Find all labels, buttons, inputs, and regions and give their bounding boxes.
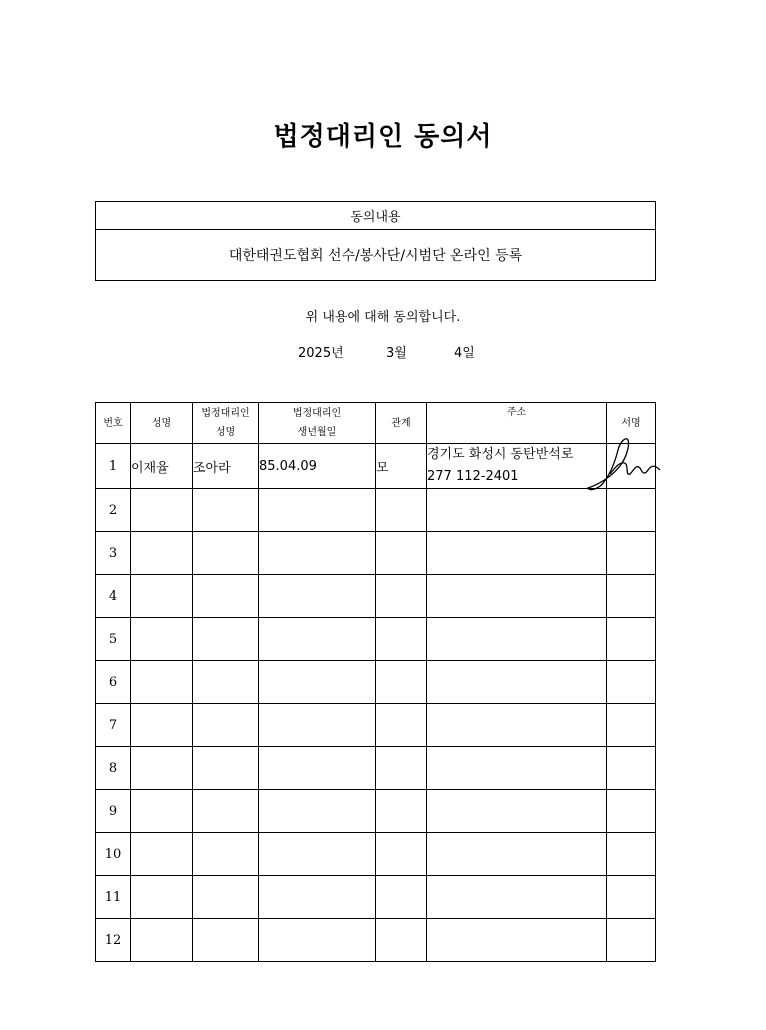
- row-address: [427, 618, 607, 661]
- row-address: [427, 919, 607, 962]
- table-row: [96, 661, 656, 704]
- row-guardian-name: [193, 747, 259, 790]
- header-guardian-birth-line1: 법정대리인: [292, 408, 342, 419]
- header-guardian-name-line2: 성명: [215, 427, 236, 438]
- row-name: [131, 489, 193, 532]
- row-address: [427, 833, 607, 876]
- header-guardian-birth: [259, 403, 376, 444]
- row-guardian-birth: [259, 747, 376, 790]
- header-guardian-birth-line2: 생년월일: [297, 427, 337, 438]
- table-row: [96, 532, 656, 575]
- date-year: 2025년: [298, 346, 344, 361]
- row-name: 이재율: [131, 444, 193, 489]
- row-relation: [376, 489, 427, 532]
- row-relation: [376, 747, 427, 790]
- row-signature: [607, 747, 656, 790]
- row-guardian-birth: [259, 661, 376, 704]
- row-guardian-name: [193, 661, 259, 704]
- row-guardian-name: [193, 618, 259, 661]
- row-guardian-birth: [259, 704, 376, 747]
- row-guardian-birth: 85.04.09: [259, 444, 376, 489]
- row-name: [131, 747, 193, 790]
- row-signature: [607, 704, 656, 747]
- date-month: 3월: [386, 346, 407, 361]
- row-name: [131, 704, 193, 747]
- row-guardian-name: [193, 532, 259, 575]
- row-signature: [607, 575, 656, 618]
- row-guardian-birth: [259, 575, 376, 618]
- row-no: 12: [96, 919, 131, 962]
- consent-box: [95, 201, 656, 281]
- table-row: [96, 919, 656, 962]
- row-guardian-name: [193, 919, 259, 962]
- row-guardian-birth: [259, 919, 376, 962]
- header-relation: 관계: [376, 403, 427, 444]
- row-relation: [376, 919, 427, 962]
- table-header-row: [96, 403, 656, 444]
- row-address: [427, 747, 607, 790]
- signature-image: [582, 436, 662, 494]
- header-signature: 서명: [607, 403, 656, 444]
- consent-header: 동의내용: [96, 202, 655, 230]
- row-name: [131, 876, 193, 919]
- row-no: 10: [96, 833, 131, 876]
- table-row: [96, 704, 656, 747]
- row-no: 3: [96, 532, 131, 575]
- row-signature: [607, 618, 656, 661]
- row-no: 7: [96, 704, 131, 747]
- header-guardian-name-line1: 법정대리인: [201, 408, 250, 419]
- table-row: [96, 747, 656, 790]
- row-address: [427, 575, 607, 618]
- row-no: 8: [96, 747, 131, 790]
- row-address-line1: 경기도 화성시 동탄반석로: [427, 447, 574, 462]
- row-guardian-birth: [259, 790, 376, 833]
- row-no: 2: [96, 489, 131, 532]
- table-row: [96, 876, 656, 919]
- row-signature: [607, 833, 656, 876]
- row-signature: [607, 919, 656, 962]
- row-no: 11: [96, 876, 131, 919]
- header-guardian-name: [193, 403, 259, 444]
- table-row: [96, 790, 656, 833]
- row-guardian-name: [193, 790, 259, 833]
- row-name: [131, 833, 193, 876]
- row-name: [131, 919, 193, 962]
- row-signature: [607, 489, 656, 532]
- row-address: [427, 790, 607, 833]
- table-row: [96, 833, 656, 876]
- row-guardian-birth: [259, 489, 376, 532]
- row-name: [131, 575, 193, 618]
- header-no: 번호: [96, 403, 131, 444]
- header-name: 성명: [131, 403, 193, 444]
- row-name: [131, 618, 193, 661]
- header-address: 주소: [427, 403, 607, 444]
- consent-content: 대한태권도협회 선수/봉사단/시범단 온라인 등록: [228, 248, 523, 264]
- row-no: 1: [96, 444, 131, 489]
- row-relation: [376, 532, 427, 575]
- row-signature: [607, 532, 656, 575]
- row-address: [427, 532, 607, 575]
- row-relation: [376, 876, 427, 919]
- row-guardian-name: [193, 575, 259, 618]
- row-guardian-name: [193, 704, 259, 747]
- table-row: [96, 489, 656, 532]
- table-row: [96, 575, 656, 618]
- row-relation: 모: [376, 444, 427, 489]
- row-signature: [607, 876, 656, 919]
- row-relation: [376, 618, 427, 661]
- row-signature: [607, 661, 656, 704]
- row-name: [131, 661, 193, 704]
- row-address: [427, 876, 607, 919]
- row-signature: [607, 790, 656, 833]
- row-no: 9: [96, 790, 131, 833]
- row-guardian-name: [193, 876, 259, 919]
- table-row: [96, 444, 656, 489]
- row-guardian-name: 조아라: [193, 444, 259, 489]
- row-guardian-birth: [259, 833, 376, 876]
- row-address: [427, 704, 607, 747]
- table-row: [96, 618, 656, 661]
- row-guardian-birth: [259, 618, 376, 661]
- agree-statement: 위 내용에 대해 동의합니다.: [305, 310, 461, 325]
- row-relation: [376, 575, 427, 618]
- row-relation: [376, 833, 427, 876]
- row-address: [427, 489, 607, 532]
- row-relation: [376, 704, 427, 747]
- row-guardian-birth: [259, 532, 376, 575]
- row-guardian-name: [193, 489, 259, 532]
- row-name: [131, 532, 193, 575]
- row-guardian-name: [193, 833, 259, 876]
- page-title: 법정대리인 동의서: [273, 122, 493, 152]
- date-day: 4일: [454, 346, 475, 361]
- row-name: [131, 790, 193, 833]
- row-address-line2: 277 112-2401: [427, 469, 519, 484]
- row-no: 6: [96, 661, 131, 704]
- row-relation: [376, 661, 427, 704]
- row-no: 4: [96, 575, 131, 618]
- row-relation: [376, 790, 427, 833]
- row-guardian-birth: [259, 876, 376, 919]
- row-no: 5: [96, 618, 131, 661]
- row-address: [427, 661, 607, 704]
- guardian-table: [95, 402, 656, 962]
- row-address: [427, 444, 607, 489]
